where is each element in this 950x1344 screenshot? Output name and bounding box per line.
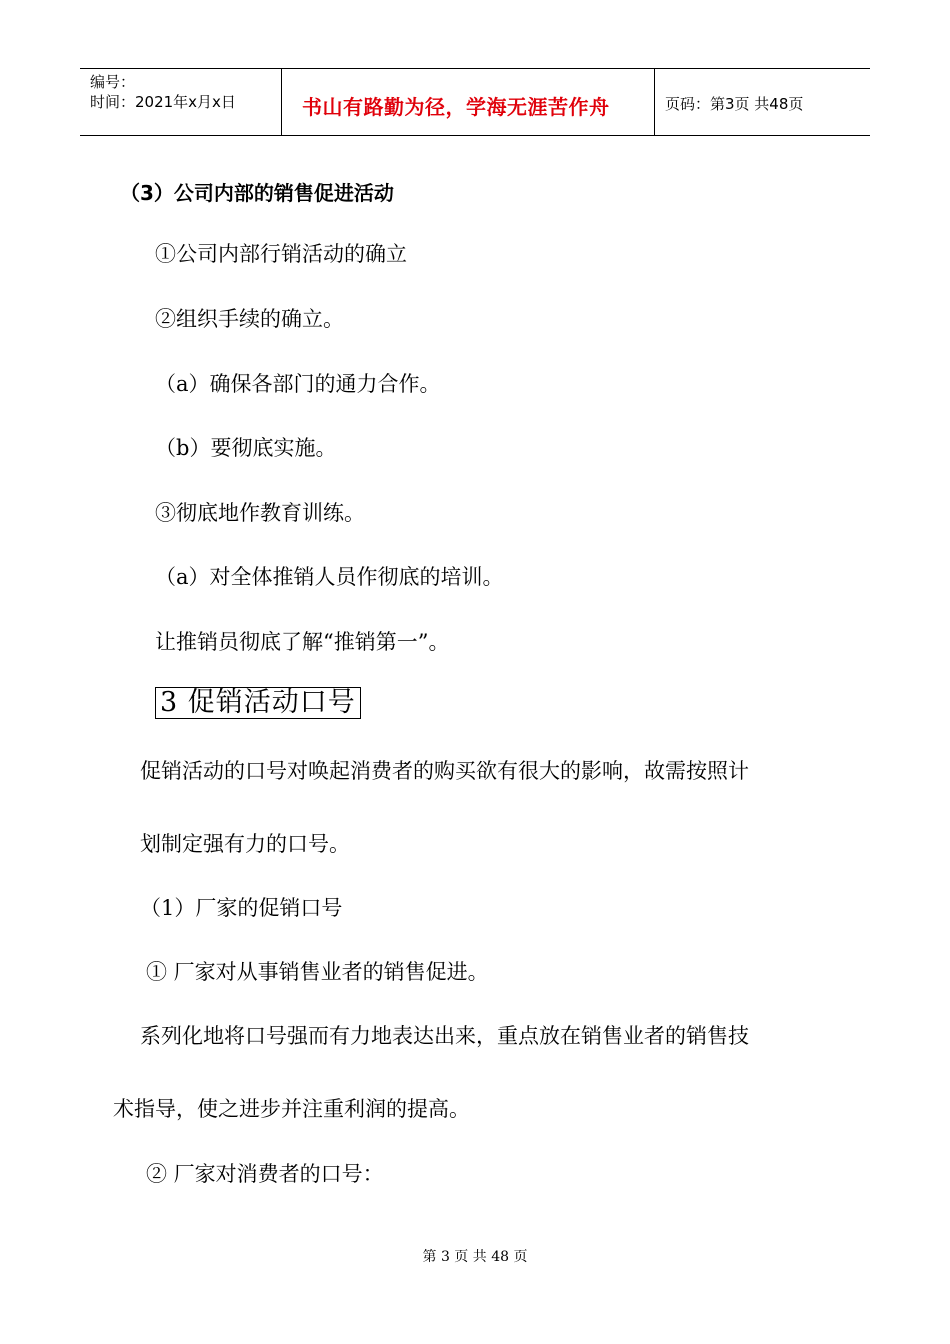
page-footer: 第 3 页 共 48 页	[422, 1249, 528, 1265]
paragraph-line: （a）确保各部门的通力合作。	[155, 372, 441, 396]
paragraph-line: ②组织手续的确立。	[155, 307, 344, 331]
header-page-cell	[655, 69, 870, 135]
paragraph-line: ① 厂家对从事销售业者的销售促进。	[146, 960, 489, 984]
paragraph-line: ② 厂家对消费者的口号：	[146, 1162, 384, 1186]
document-date: 时间：2021年x月x日	[90, 93, 236, 111]
paragraph-line: 划制定强有力的口号。	[140, 832, 350, 856]
paragraph-line: （b）要彻底实施。	[155, 436, 337, 460]
section-heading: 3 促销活动口号	[155, 687, 361, 719]
paragraph-line: 术指导，使之进步并注重利润的提高。	[113, 1097, 470, 1121]
paragraph-line: （1）厂家的促销口号	[140, 896, 343, 920]
paragraph-line: ①公司内部行销活动的确立	[155, 242, 407, 266]
paragraph-line: 系列化地将口号强而有力地表达出来，重点放在销售业者的销售技	[140, 1024, 749, 1048]
paragraph-line: 促销活动的口号对唤起消费者的购买欲有很大的影响，故需按照计	[140, 759, 749, 783]
page-header	[80, 68, 870, 136]
document-number-label: 编号：	[90, 73, 136, 91]
paragraph-line: 让推销员彻底了解“推销第一”。	[155, 630, 450, 654]
paragraph-line: ③彻底地作教育训练。	[155, 501, 365, 525]
header-page-info: 页码：第3页 共48页	[665, 95, 804, 113]
header-motto-cell	[282, 69, 655, 135]
header-meta	[80, 69, 282, 135]
header-motto: 书山有路勤为径，学海无涯苦作舟	[302, 95, 610, 119]
paragraph-line: （a）对全体推销人员作彻底的培训。	[155, 565, 504, 589]
subsection-title: （3）公司内部的销售促进活动	[120, 181, 394, 205]
